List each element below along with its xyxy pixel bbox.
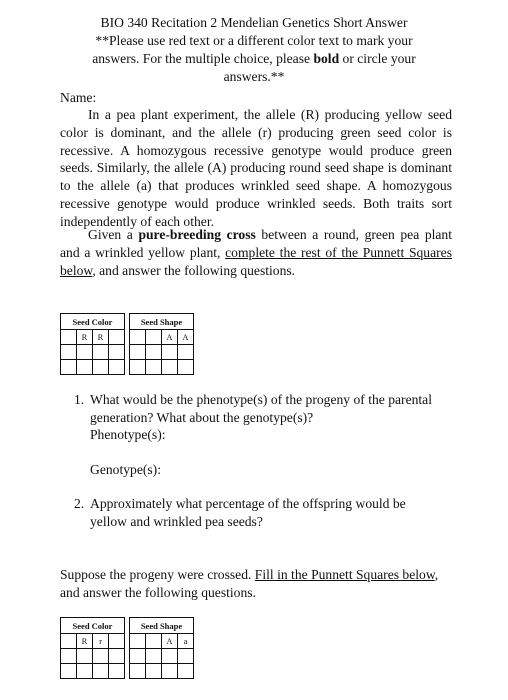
punnett-cell[interactable]	[130, 664, 146, 679]
punnett-cell[interactable]	[109, 664, 125, 679]
punnett-cell[interactable]	[130, 649, 146, 664]
punnett-cell[interactable]	[178, 345, 194, 360]
seed-shape-header: Seed Shape	[130, 618, 194, 634]
punnett-cell[interactable]	[146, 649, 162, 664]
header-instruction-3: answers.**	[223, 69, 285, 84]
punnett-cell[interactable]	[93, 360, 109, 375]
punnett-cell[interactable]	[61, 664, 77, 679]
punnett-cell[interactable]	[146, 360, 162, 375]
question-1-text: What would be the phenotype(s) of the progeny of the parental generation? What about the genotype(s)?	[90, 392, 432, 425]
name-label: Name:	[60, 90, 97, 105]
document-header	[60, 14, 448, 86]
punnett-cell[interactable]	[61, 649, 77, 664]
punnett-cell[interactable]	[109, 634, 125, 649]
punnett-cell[interactable]	[93, 649, 109, 664]
allele-label: R	[93, 330, 109, 345]
header-instruction-1: **Please use red text or a different color text to mark your	[95, 33, 413, 48]
punnett-cell[interactable]	[77, 649, 93, 664]
allele-label: r	[93, 634, 109, 649]
punnett-cell[interactable]	[61, 360, 77, 375]
punnett-cell[interactable]	[162, 664, 178, 679]
punnett-cell[interactable]	[109, 330, 125, 345]
punnett-cell[interactable]	[162, 360, 178, 375]
allele-label: R	[77, 634, 93, 649]
seed-shape-header: Seed Shape	[130, 314, 194, 330]
punnett-cell[interactable]	[178, 664, 194, 679]
seed-color-header: Seed Color	[61, 618, 125, 634]
punnett-squares-parental	[60, 313, 194, 375]
punnett-cell[interactable]	[162, 345, 178, 360]
header-title: BIO 340 Recitation 2 Mendelian Genetics Short Answer	[100, 15, 408, 30]
punnett-cell[interactable]	[77, 345, 93, 360]
punnett-cell[interactable]	[178, 360, 194, 375]
question-1: 1. What would be the phenotype(s) of the progeny of the parental generation? What about the genotype(s)?	[74, 391, 444, 427]
punnett-cell[interactable]	[146, 664, 162, 679]
punnett-cell[interactable]	[146, 634, 162, 649]
allele-label: A	[162, 634, 178, 649]
cross-paragraph: Given a pure-breeding cross between a round, green pea plant and a wrinkled yellow plant, complete the rest of the Punnett Squares below, and answer the following questions.	[60, 227, 452, 278]
punnett-cell[interactable]	[61, 345, 77, 360]
punnett-cell[interactable]	[130, 345, 146, 360]
punnett-cell[interactable]	[109, 345, 125, 360]
punnett-cell[interactable]	[61, 330, 77, 345]
punnett-cell[interactable]	[109, 360, 125, 375]
genotype-label: Genotype(s):	[90, 462, 161, 477]
allele-label: A	[162, 330, 178, 345]
phenotype-label: Phenotype(s):	[90, 427, 166, 442]
question-2: 2. Approximately what percentage of the offspring would be yellow and wrinkled pea seeds?	[74, 495, 444, 531]
header-instruction-2: answers. For the multiple choice, please bold or circle your	[92, 51, 416, 66]
allele-label: A	[178, 330, 194, 345]
punnett-cell[interactable]	[93, 345, 109, 360]
allele-label: R	[77, 330, 93, 345]
question-2-text: Approximately what percentage of the offspring would be yellow and wrinkled pea seeds?	[90, 496, 406, 529]
punnett-cell[interactable]	[146, 330, 162, 345]
punnett-cell[interactable]	[146, 345, 162, 360]
punnett-cell[interactable]	[130, 330, 146, 345]
punnett-cell[interactable]	[130, 360, 146, 375]
punnett-cell[interactable]	[77, 664, 93, 679]
allele-label: a	[178, 634, 194, 649]
punnett-cell[interactable]	[178, 649, 194, 664]
intro-paragraph: In a pea plant experiment, the allele (R) producing yellow seed color is dominant, and the allele (r) producing green seed color is recessive. A homozygous recessive genotype would produce green seeds. Similarly, the allele (A) producing round seed shape is dominant to the allele (a) that produces wrinkled seed shape. A homozygous recessive genotype would produce wrinkled seeds. Both traits sort independently of each other.	[60, 107, 452, 229]
punnett-cell[interactable]	[61, 634, 77, 649]
suppose-paragraph: Suppose the progeny were crossed. Fill in the Punnett Squares below, and answer the following questions.	[60, 567, 439, 600]
punnett-cell[interactable]	[109, 649, 125, 664]
punnett-squares-f1-cross	[60, 617, 194, 679]
punnett-cell[interactable]	[130, 634, 146, 649]
punnett-cell[interactable]	[77, 360, 93, 375]
seed-color-header: Seed Color	[61, 314, 125, 330]
punnett-cell[interactable]	[162, 649, 178, 664]
punnett-cell[interactable]	[93, 664, 109, 679]
